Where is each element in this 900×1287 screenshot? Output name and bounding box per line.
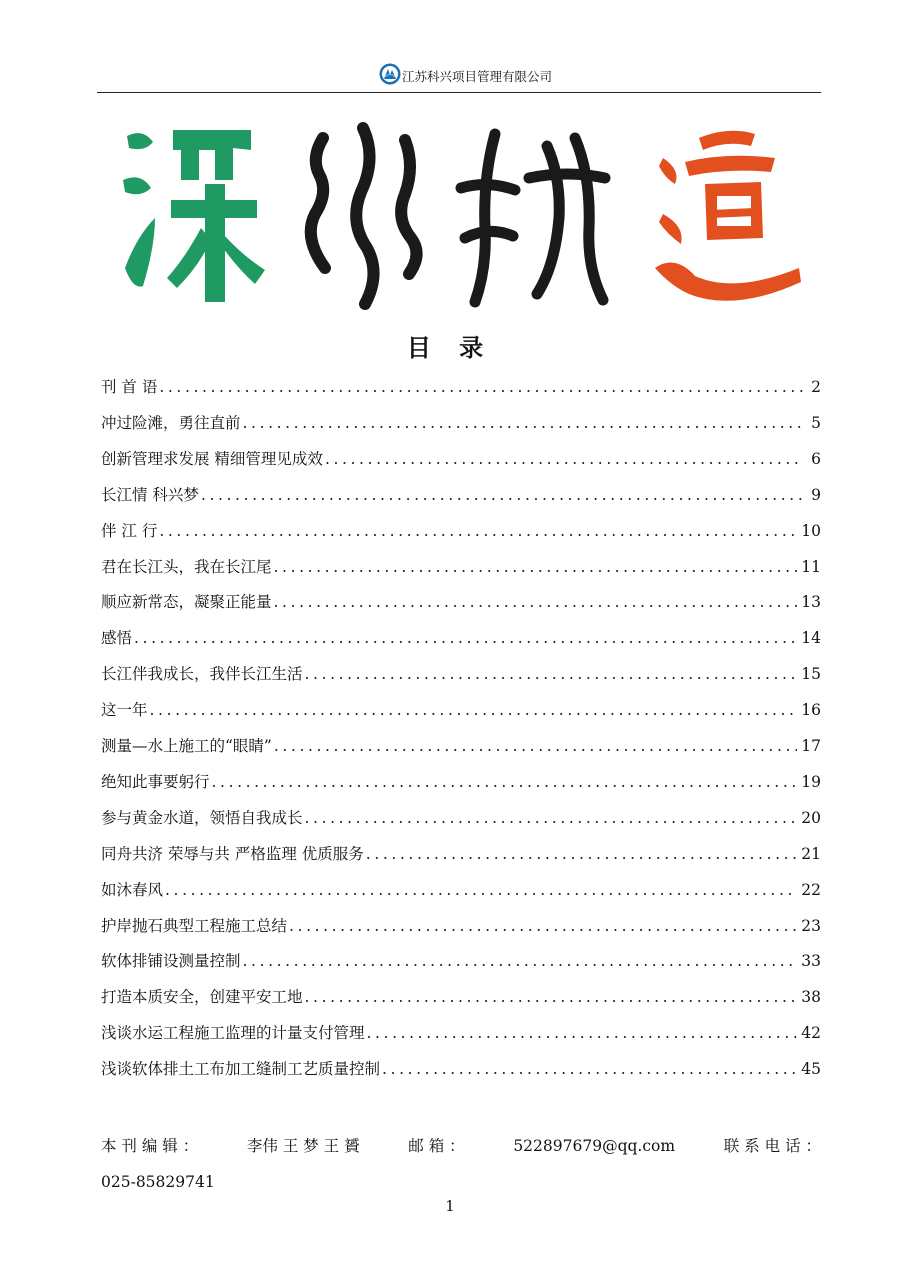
toc-leader-dots xyxy=(134,623,797,653)
toc-entry-title: 君在长江头，我在长江尾 xyxy=(101,557,272,576)
company-name: 江苏科兴项目管理有限公司 xyxy=(402,69,553,84)
toc-entry[interactable] xyxy=(101,875,821,905)
toc-leader-dots xyxy=(274,731,797,761)
phone-number: 025-85829741 xyxy=(101,1173,215,1191)
toc-entry[interactable] xyxy=(101,1054,821,1084)
toc-entry-title: 参与黄金水道，领悟自我成长 xyxy=(101,808,303,827)
toc-leader-dots xyxy=(366,839,797,869)
toc-entry[interactable] xyxy=(101,731,821,761)
toc-entry-title: 冲过险滩，勇往直前 xyxy=(101,413,241,432)
toc-entry[interactable] xyxy=(101,767,821,797)
banner-glyph-1 xyxy=(123,130,265,302)
toc-leader-dots xyxy=(305,982,798,1012)
toc-leader-dots xyxy=(212,767,798,797)
toc-leader-dots xyxy=(382,1054,797,1084)
toc-entry[interactable] xyxy=(101,695,821,725)
banner-glyph-2 xyxy=(311,128,417,304)
email-label: 邮 箱 ： xyxy=(408,1137,465,1155)
toc-entry-page: 22 xyxy=(801,880,821,899)
toc-entry-page: 33 xyxy=(801,952,821,971)
editorial-info xyxy=(101,1128,821,1200)
toc-entry-title: 绝知此事要躬行 xyxy=(101,772,210,791)
toc-entry-title: 浅谈水运工程施工监理的计量支付管理 xyxy=(101,1024,365,1043)
toc-leader-dots xyxy=(305,659,798,689)
toc-leader-dots xyxy=(289,911,797,941)
toc-leader-dots xyxy=(274,587,798,617)
toc-entry[interactable] xyxy=(101,911,821,941)
toc-entry[interactable] xyxy=(101,516,821,546)
email-address[interactable]: 522897679@qq.com xyxy=(513,1137,676,1155)
toc-leader-dots xyxy=(201,480,803,510)
company-logo-icon xyxy=(379,63,401,85)
toc-entry-page: 17 xyxy=(801,737,821,755)
toc-entry-title: 长江伴我成长，我伴长江生活 xyxy=(101,665,303,684)
toc-leader-dots xyxy=(159,372,803,402)
phone-label: 联 系 电 话 ： xyxy=(723,1137,821,1155)
toc-entry-title: 长江情 科兴梦 xyxy=(101,485,199,504)
toc-leader-dots xyxy=(325,444,803,474)
toc-leader-dots xyxy=(243,408,803,438)
toc-entry[interactable] xyxy=(101,587,821,617)
toc-entry[interactable] xyxy=(101,659,821,689)
toc-entry-title: 浅谈软体排土工布加工缝制工艺质量控制 xyxy=(101,1060,381,1079)
calligraphy-banner xyxy=(115,118,805,310)
banner-glyph-3 xyxy=(461,134,605,302)
toc-entry-title: 感悟 xyxy=(101,629,133,648)
toc-entry-page: 45 xyxy=(801,1060,821,1079)
toc-entry[interactable] xyxy=(101,623,821,653)
toc-entry-title: 软体排铺设测量控制 xyxy=(101,952,241,971)
toc-entry-page: 16 xyxy=(801,701,821,720)
toc-entry-page: 6 xyxy=(811,449,821,468)
toc-entry-title: 这一年 xyxy=(101,701,148,720)
toc-entry[interactable] xyxy=(101,839,821,869)
toc-entry-title: 测量—水上施工的“眼睛” xyxy=(101,737,272,755)
toc-entry-title: 同舟共济 荣辱与共 严格监理 优质服务 xyxy=(101,844,364,863)
toc-entry-page: 19 xyxy=(801,772,821,791)
toc-entry-title: 刊 首 语 xyxy=(101,378,158,396)
toc-leader-dots xyxy=(305,803,798,833)
toc-entry-page: 23 xyxy=(801,916,821,935)
editors-label: 本 刊 编 辑 ： xyxy=(101,1137,199,1155)
toc-entry[interactable] xyxy=(101,372,821,402)
toc-entry[interactable] xyxy=(101,408,821,438)
editors-names: 李伟 王 梦 王 贇 xyxy=(246,1137,360,1155)
toc-entry-page: 20 xyxy=(801,808,821,827)
toc-entry-page: 9 xyxy=(811,485,821,504)
toc-entry-page: 5 xyxy=(811,413,821,432)
toc-entry-page: 10 xyxy=(801,521,821,540)
toc-entry-page: 38 xyxy=(801,988,821,1007)
toc-entry[interactable] xyxy=(101,946,821,976)
page-header xyxy=(0,62,900,92)
toc-entry-title: 创新管理求发展 精细管理见成效 xyxy=(101,449,323,468)
banner-glyph-4 xyxy=(655,131,801,301)
toc-leader-dots xyxy=(150,695,798,725)
toc-leader-dots xyxy=(159,516,797,546)
toc-leader-dots xyxy=(367,1018,798,1048)
toc-entry-page: 21 xyxy=(801,844,821,863)
header-divider xyxy=(97,92,821,93)
toc-entry-page: 11 xyxy=(801,557,821,576)
toc-entry-page: 14 xyxy=(801,629,821,648)
toc-entry[interactable] xyxy=(101,444,821,474)
toc-entry-title: 伴 江 行 xyxy=(101,521,158,540)
toc-entry[interactable] xyxy=(101,803,821,833)
toc-entry-page: 2 xyxy=(811,378,821,396)
toc-entry-title: 顺应新常态，凝聚正能量 xyxy=(101,593,272,612)
toc-entry-page: 42 xyxy=(801,1024,821,1043)
toc-entry[interactable] xyxy=(101,1018,821,1048)
toc-leader-dots xyxy=(274,552,798,582)
toc-entry-title: 护岸抛石典型工程施工总结 xyxy=(101,916,288,935)
toc-entry[interactable] xyxy=(101,982,821,1012)
toc-entry-page: 15 xyxy=(801,665,821,684)
toc-entry[interactable] xyxy=(101,480,821,510)
toc-entry-page: 13 xyxy=(801,593,821,612)
toc-entry-title: 如沐春风 xyxy=(101,880,164,899)
toc-leader-dots xyxy=(243,946,798,976)
toc-leader-dots xyxy=(165,875,797,905)
page-number: 1 xyxy=(445,1197,455,1215)
toc-entry[interactable] xyxy=(101,552,821,582)
toc-title: 目 录 xyxy=(406,334,494,362)
toc-entry-title: 打造本质安全，创建平安工地 xyxy=(101,988,303,1007)
